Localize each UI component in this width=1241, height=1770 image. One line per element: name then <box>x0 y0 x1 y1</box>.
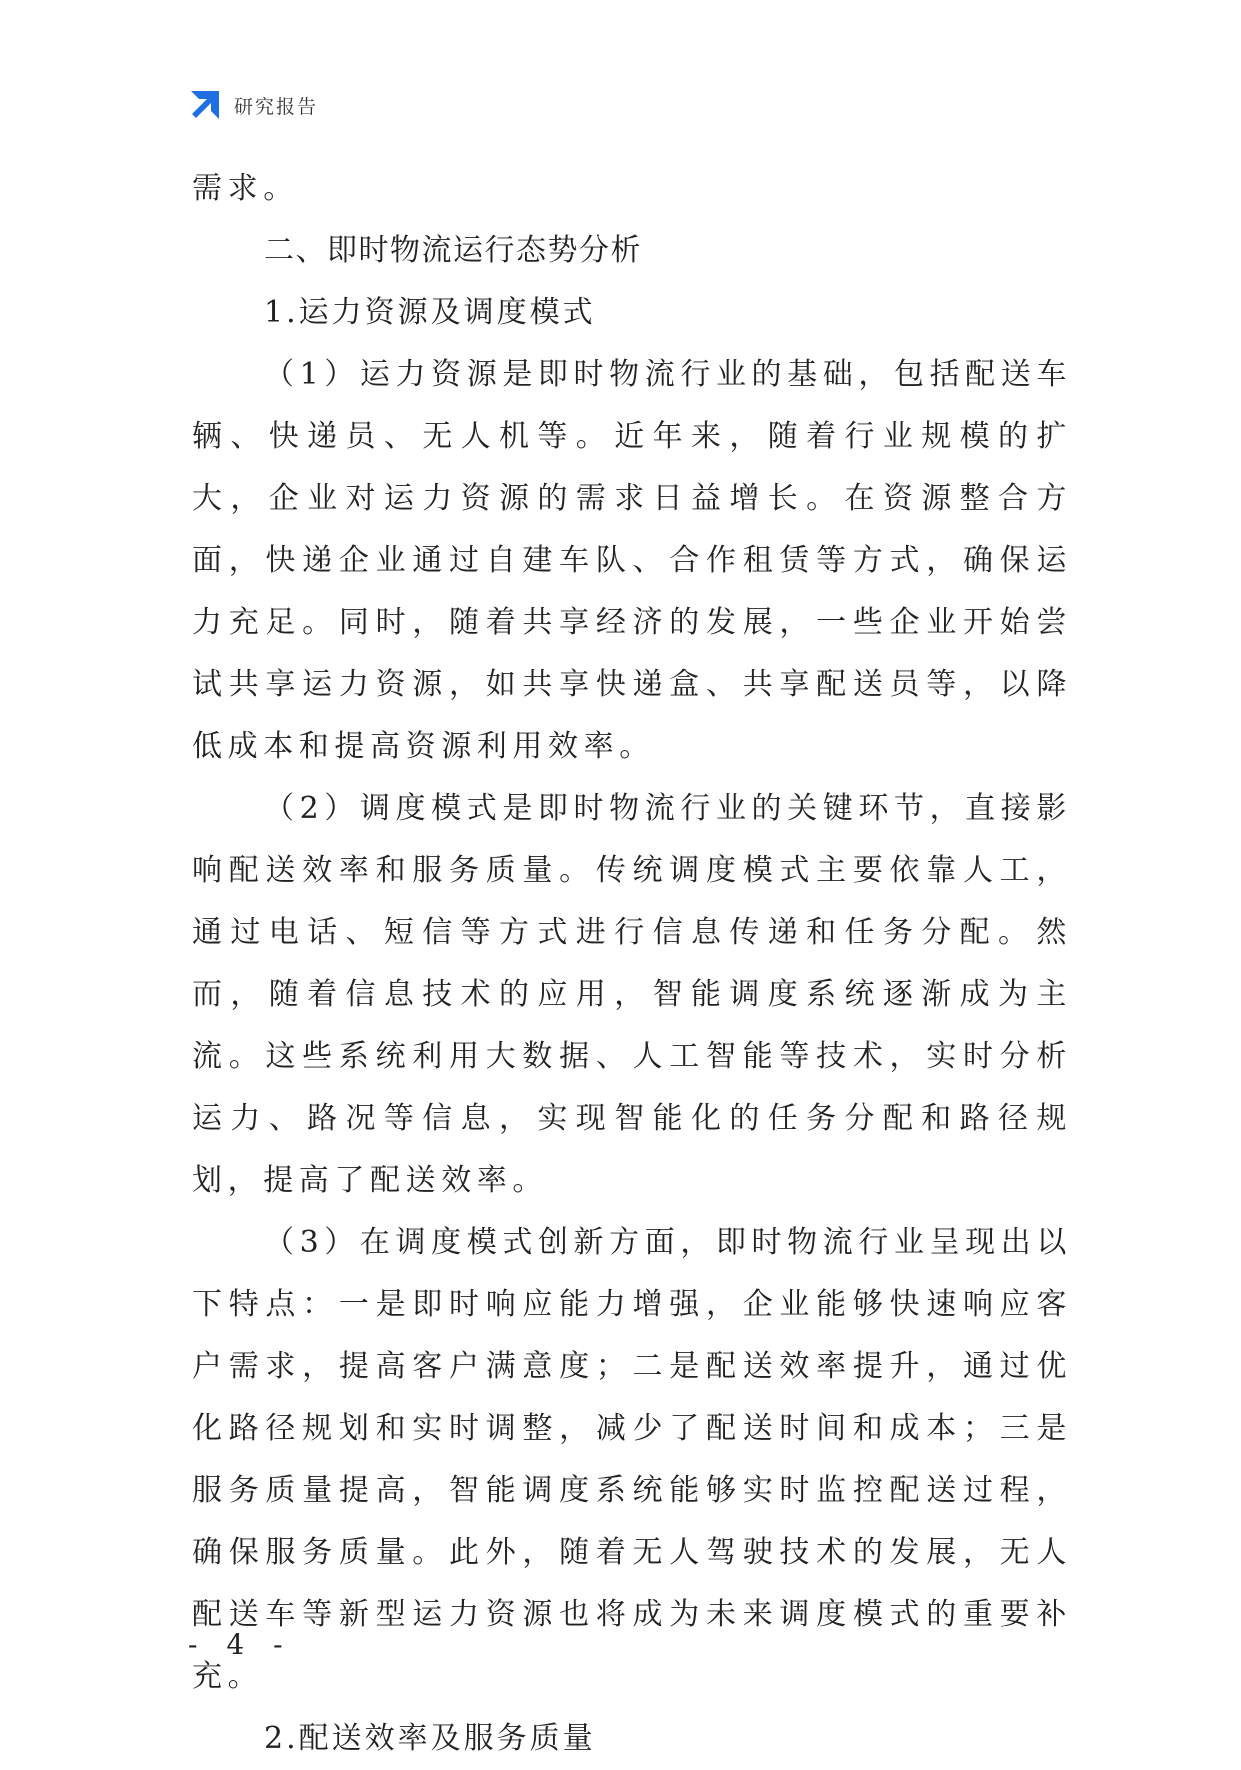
document-body <box>192 158 1072 1770</box>
paragraph-dispatch-mode: （2）调度模式是即时物流行业的关键环节，直接影响配送效率和服务质量。传统调度模式主要依靠人工，通过电话、短信等方式进行信息传递和任务分配。然而，随着信息技术的应用，智能调度系统逐渐成为主流。这些系统利用大数据、人工智能等技术，实时分析运力、路况等信息，实现智能化的任务分配和路径规划，提高了配送效率。 <box>192 791 1072 1198</box>
paragraph-dispatch-innovation: （3）在调度模式创新方面，即时物流行业呈现出以下特点：一是即时响应能力增强，企业能够快速响应客户需求，提高客户满意度；二是配送效率提升，通过优化路径规划和实时调整，减少了配送时间和成本；三是服务质量提高，智能调度系统能够实时监控配送过程，确保服务质量。此外，随着无人驾驶技术的发展，无人配送车等新型运力资源也将成为未来调度模式的重要补充。 <box>192 1225 1072 1694</box>
continuation-text: 需求。 <box>192 171 299 206</box>
subheading-capacity-dispatch: 1.运力资源及调度模式 <box>264 295 596 330</box>
section-heading: 二、即时物流运行态势分析 <box>264 233 642 268</box>
arrow-up-right-icon <box>188 88 222 122</box>
subheading-efficiency-quality: 2.配送效率及服务质量 <box>264 1721 596 1756</box>
report-header <box>188 88 318 122</box>
paragraph-capacity-resources: （1）运力资源是即时物流行业的基础，包括配送车辆、快递员、无人机等。近年来，随着行业规模的扩大，企业对运力资源的需求日益增长。在资源整合方面，快递企业通过自建车队、合作租赁等方式，确保运力充足。同时，随着共享经济的发展，一些企业开始尝试共享运力资源，如共享快递盒、共享配送员等，以降低成本和提高资源利用效率。 <box>192 357 1072 764</box>
header-title: 研究报告 <box>234 95 319 118</box>
page-number: - 4 - <box>188 1628 293 1661</box>
